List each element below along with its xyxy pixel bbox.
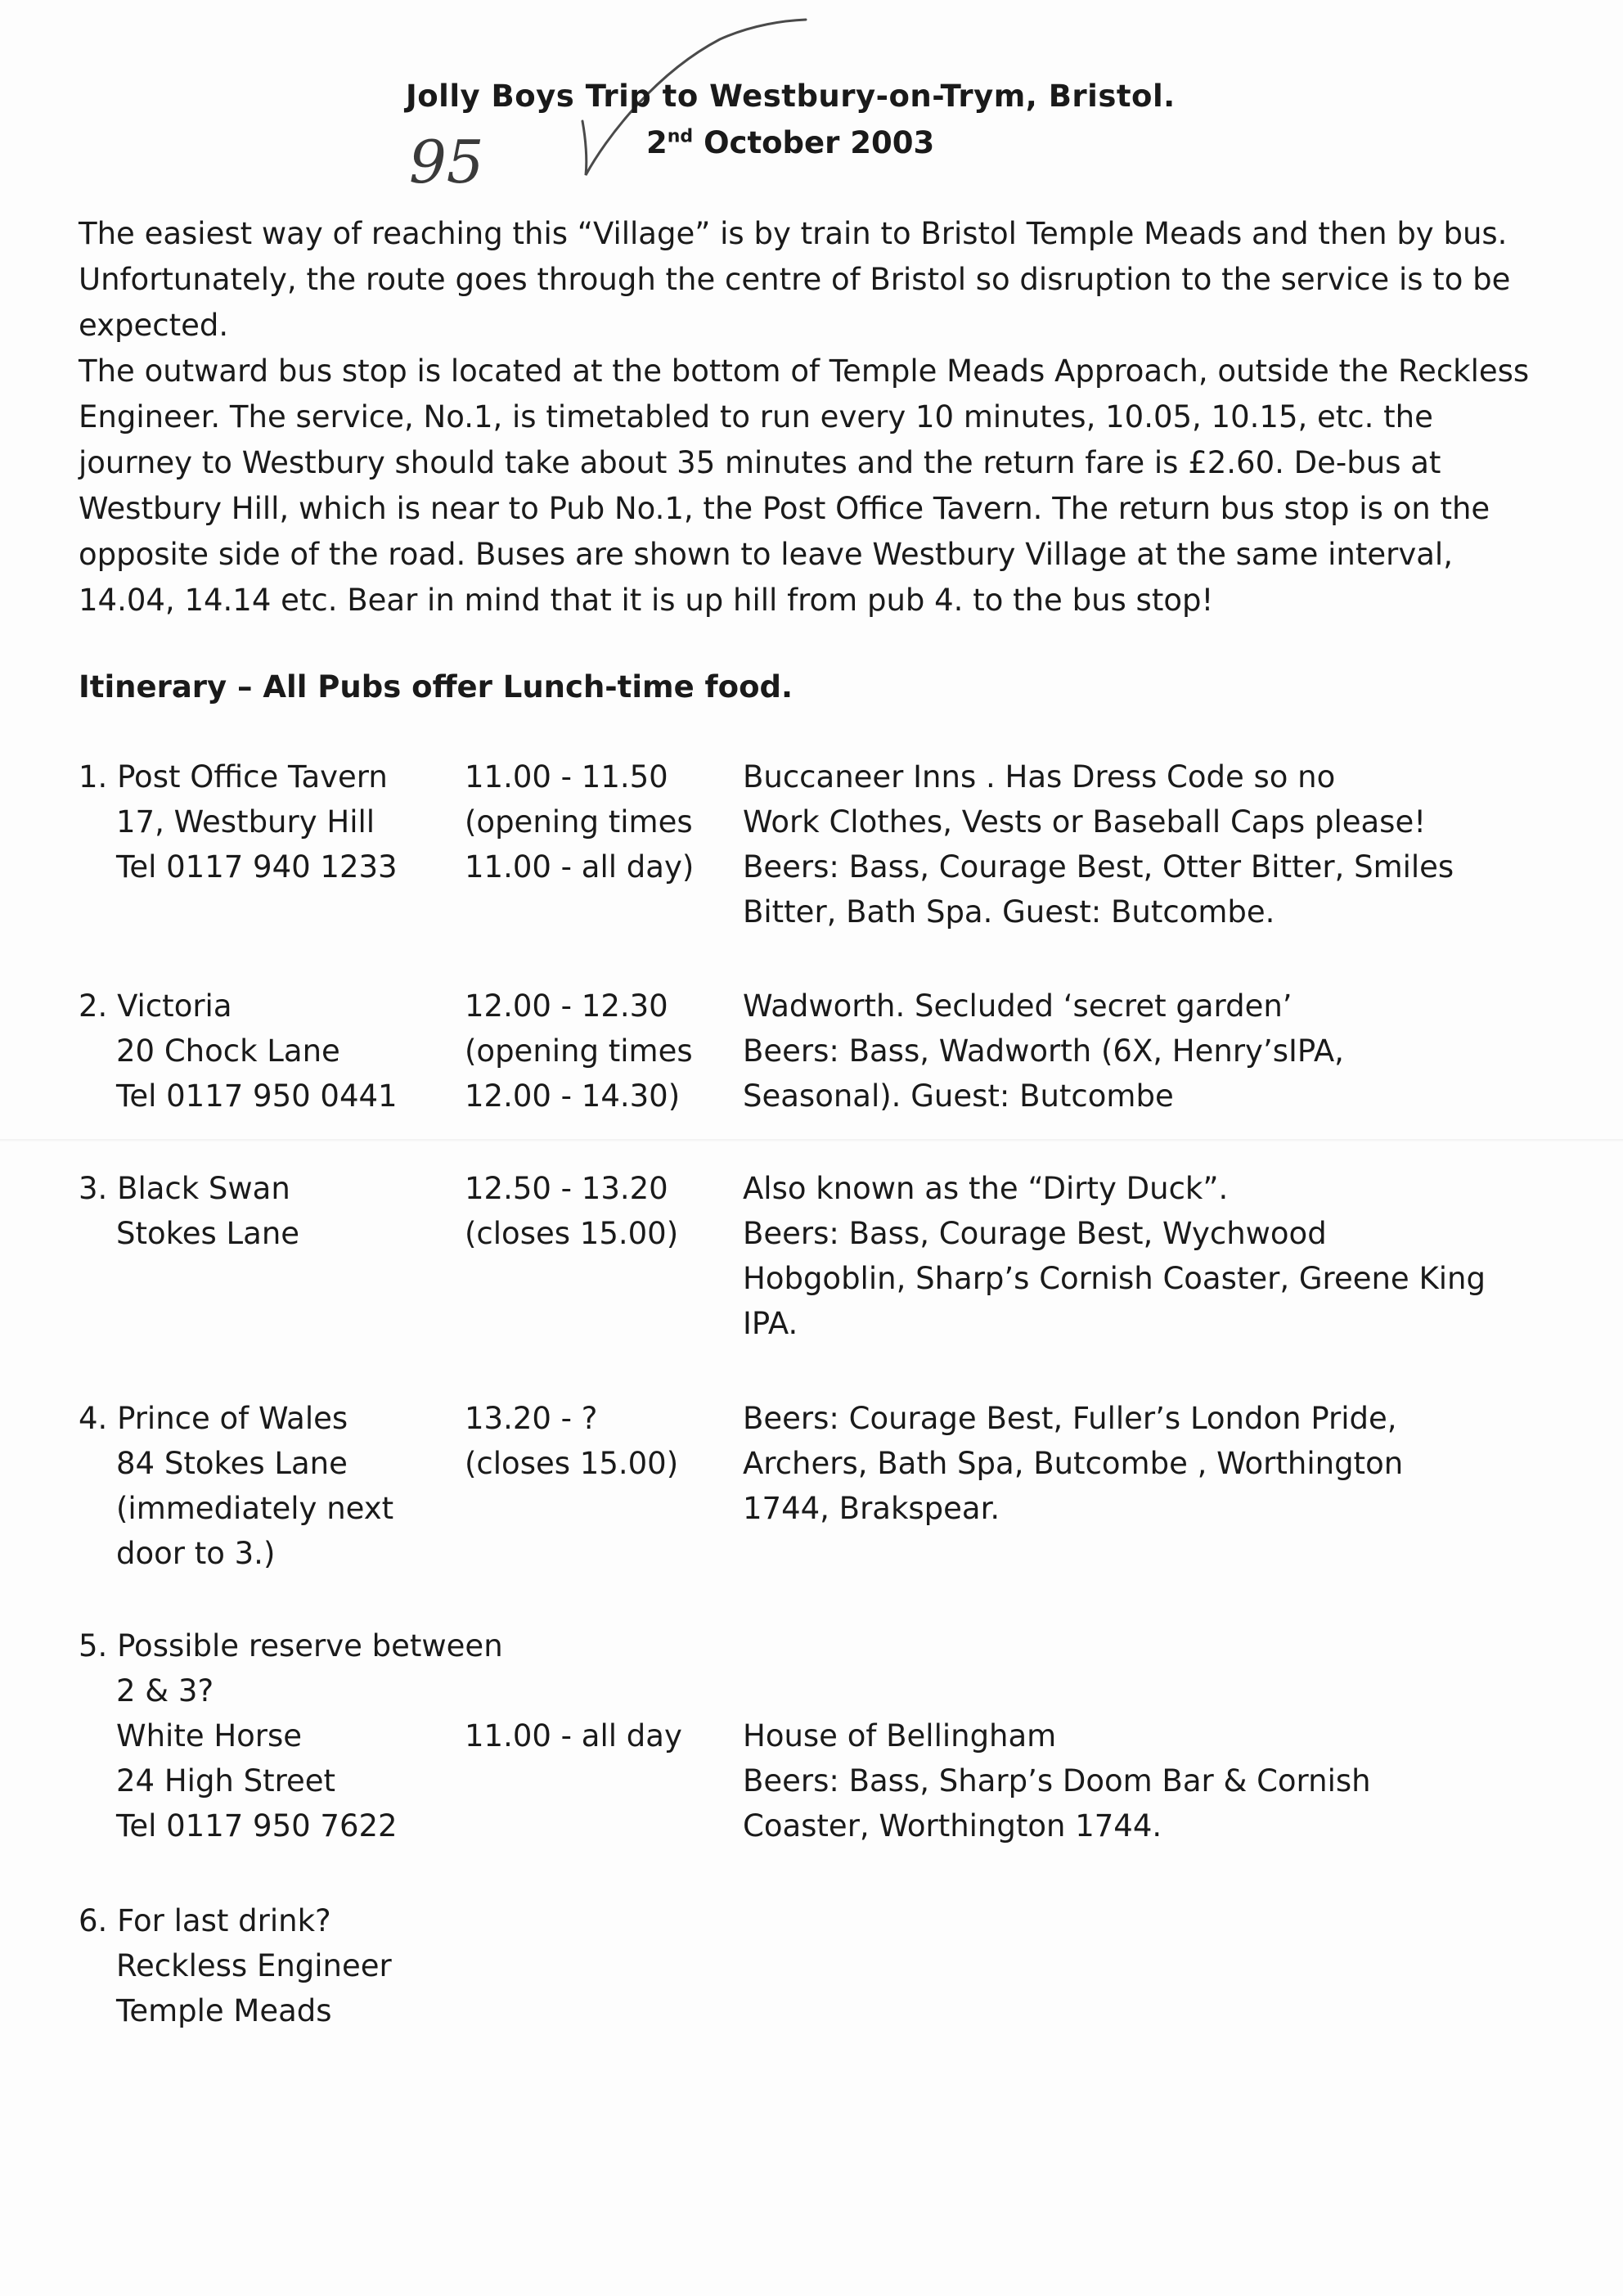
pub-notes (743, 1396, 1561, 1531)
note-line: Coaster, Worthington 1744. (743, 1808, 1162, 1844)
visit-times (465, 754, 743, 889)
note-line: Archers, Bath Spa, Butcombe , Worthington (743, 1446, 1404, 1481)
visit-times (465, 1623, 743, 1758)
time-line: 11.00 - all day) (465, 849, 695, 885)
intro-paragraph: The outward bus stop is located at the bottom of Temple Meads Approach, outside the Reckless Engineer. The service, No.1, is timetabled to run every 10 minutes, 10.05, 10.15, etc. the journey to Westbury should take about 35 minutes and the return fare is £2.60. De-bus at Westbury Hill, which is near to Pub No.1, the Post Office Tavern. The return bus stop is on the opposite side of the road. Buses are shown to leave Westbury Village at the same interval, 14.04, 14.14 etc. Bear in mind that it is up hill from pub 4. to the bus stop! (79, 353, 1530, 618)
paper-fold-line (0, 1139, 1623, 1141)
pub-details (79, 1623, 504, 1848)
pub-details (79, 984, 504, 1119)
pub-details (79, 1898, 504, 2033)
note-line: Hobgoblin, Sharp’s Cornish Coaster, Greene King (743, 1261, 1486, 1296)
pub-name: White Horse (116, 1718, 303, 1754)
note-line (743, 1668, 1561, 1713)
document-date (646, 125, 934, 160)
pub-details (79, 1166, 504, 1256)
date-suffix: nd (667, 126, 694, 147)
time-line: 13.20 - ? (465, 1401, 598, 1436)
time-line: (closes 15.00) (465, 1216, 679, 1251)
pub-name: 1. Post Office Tavern (79, 759, 388, 795)
note-line: 1744, Brakspear. (743, 1491, 1000, 1526)
time-line: (closes 15.00) (465, 1446, 679, 1481)
note-line: Also known as the “Dirty Duck”. (743, 1171, 1229, 1206)
pub-address: Stokes Lane (116, 1216, 300, 1251)
pub-location-note: 2 & 3? (116, 1673, 214, 1708)
time-line: 11.00 - 11.50 (465, 759, 668, 795)
pub-notes (743, 984, 1561, 1119)
time-line: 12.00 - 12.30 (465, 988, 668, 1024)
pub-address: 24 High Street (116, 1763, 336, 1799)
pub-location-note: Temple Meads (116, 1993, 332, 2028)
intro-paragraph: The easiest way of reaching this “Village” is by train to Bristol Temple Meads and then by bus. Unfortunately, the route goes through the centre of Bristol so disruption to the service is to be expected. (79, 216, 1511, 343)
pub-phone: Tel 0117 950 0441 (116, 1078, 398, 1114)
note-line: Beers: Bass, Courage Best, Wychwood (743, 1216, 1327, 1251)
time-line (465, 1668, 743, 1713)
note-line: Work Clothes, Vests or Baseball Caps please! (743, 804, 1427, 840)
pub-address: 17, Westbury Hill (116, 804, 375, 840)
note-line (743, 1623, 1561, 1668)
pub-name: 4. Prince of Wales (79, 1401, 348, 1436)
pub-location-note: door to 3.) (116, 1536, 276, 1571)
note-line: Beers: Bass, Wadworth (6X, Henry’sIPA, (743, 1033, 1344, 1069)
time-line: (opening times (465, 1033, 693, 1069)
visit-times (465, 984, 743, 1119)
note-line: IPA. (743, 1306, 798, 1341)
document-title: Jolly Boys Trip to Westbury-on-Trym, Bristol. (406, 79, 1176, 114)
pub-details (79, 1396, 504, 1576)
pub-notes (743, 1623, 1561, 1848)
note-line: House of Bellingham (743, 1718, 1057, 1754)
time-line (465, 1623, 743, 1668)
note-line: Beers: Courage Best, Fuller’s London Pride, (743, 1401, 1397, 1436)
note-line: Bitter, Bath Spa. Guest: Butcombe. (743, 894, 1275, 930)
intro-text (79, 211, 1535, 624)
date-rest: October 2003 (704, 125, 935, 160)
note-line: Wadworth. Secluded ‘secret garden’ (743, 988, 1293, 1024)
handwritten-check-mark-icon (0, 0, 1623, 245)
visit-times (465, 1396, 743, 1486)
time-line: 12.00 - 14.30) (465, 1078, 681, 1114)
pub-location-note: (immediately next (116, 1491, 394, 1526)
handwritten-mark: 95 (409, 128, 484, 196)
date-day: 2 (646, 125, 668, 160)
pub-notes (743, 754, 1561, 934)
note-line: Beers: Bass, Courage Best, Otter Bitter, Smiles (743, 849, 1454, 885)
pub-name: Reckless Engineer (116, 1948, 392, 1983)
pub-address: 20 Chock Lane (116, 1033, 340, 1069)
time-line: 12.50 - 13.20 (465, 1171, 668, 1206)
pub-notes (743, 1166, 1561, 1346)
pub-address: 84 Stokes Lane (116, 1446, 348, 1481)
pub-details (79, 754, 504, 889)
pub-name: 6. For last drink? (79, 1903, 331, 1938)
note-line: Seasonal). Guest: Butcombe (743, 1078, 1174, 1114)
pub-name: 3. Black Swan (79, 1171, 290, 1206)
itinerary-heading: Itinerary – All Pubs offer Lunch-time food. (79, 669, 794, 705)
note-line: Beers: Bass, Sharp’s Doom Bar & Cornish (743, 1763, 1371, 1799)
pub-phone: Tel 0117 950 7622 (116, 1808, 398, 1844)
pub-name: 5. Possible reserve between (79, 1628, 503, 1663)
time-line: (opening times (465, 804, 693, 840)
note-line: Buccaneer Inns . Has Dress Code so no (743, 759, 1336, 795)
pub-name: 2. Victoria (79, 988, 232, 1024)
time-line: 11.00 - all day (465, 1718, 682, 1754)
visit-times (465, 1166, 743, 1256)
pub-phone: Tel 0117 940 1233 (116, 849, 398, 885)
